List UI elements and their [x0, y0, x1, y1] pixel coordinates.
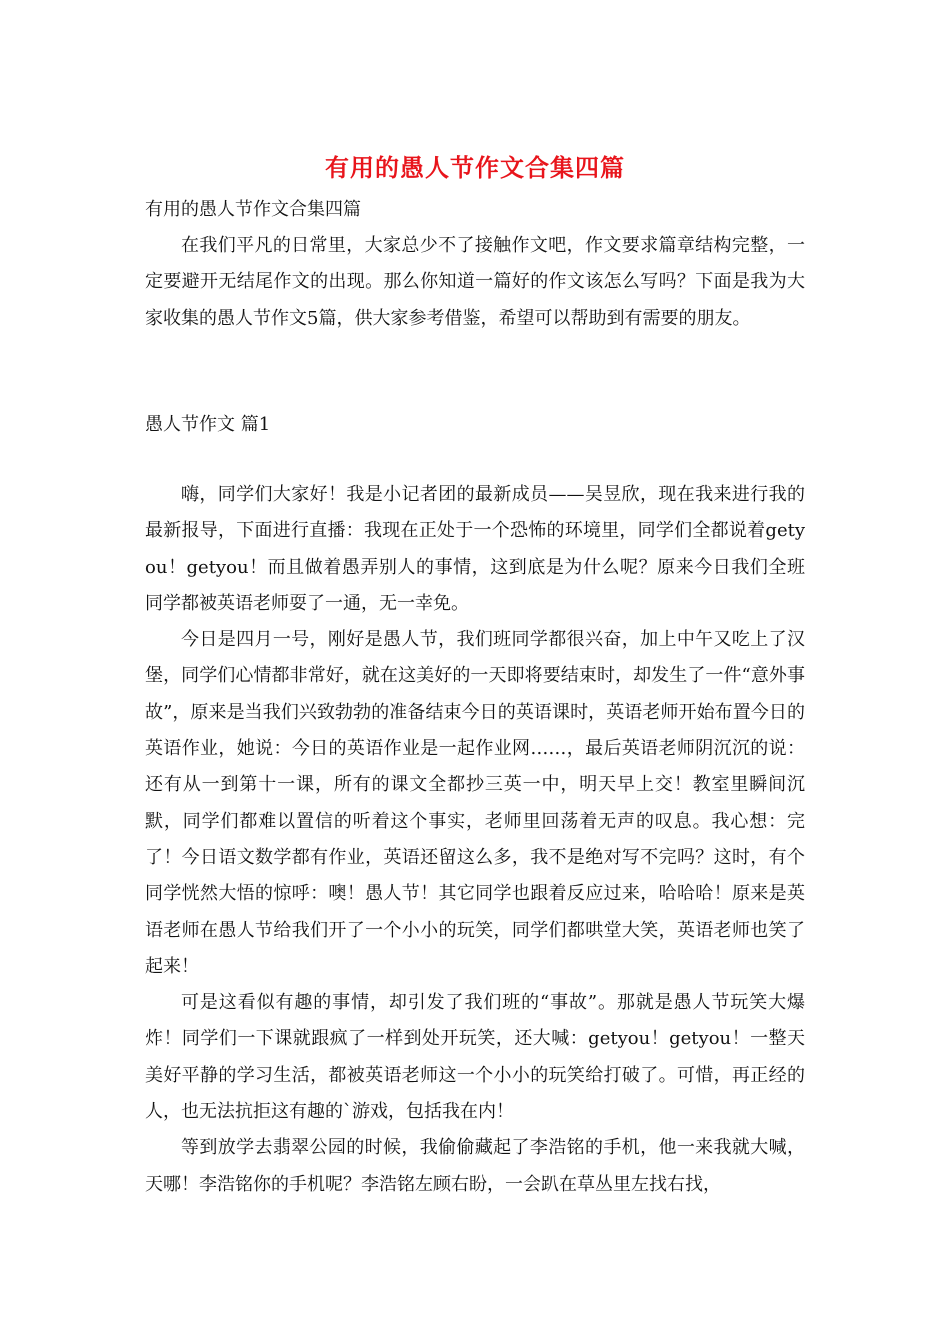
essay-body	[145, 477, 805, 1203]
document-title: 有用的愚人节作文合集四篇	[325, 153, 625, 182]
intro-paragraph: 在我们平凡的日常里，大家总少不了接触作文吧，作文要求篇章结构完整，一定要避开无结尾作文的出现。那么你知道一篇好的作文该怎么写吗？下面是我为大家收集的愚人节作文5篇，供大家参考借鉴，希望可以帮助到有需要的朋友。	[145, 235, 805, 329]
essay-paragraph: 嗨，同学们大家好！我是小记者团的最新成员——吴昱欣，现在我来进行我的最新报导，下面进行直播：我现在正处于一个恐怖的环境里，同学们全都说着getyou！getyou！而且做着愚弄别人的事情，这到底是为什么呢？原来今日我们全班同学都被英语老师耍了一通，无一幸免。	[145, 484, 805, 614]
section-heading: 愚人节作文 篇1	[145, 414, 271, 435]
essay-paragraph: 等到放学去翡翠公园的时候，我偷偷藏起了李浩铭的手机，他一来我就大喊，天哪！李浩铭你的手机呢？李浩铭左顾右盼，一会趴在草丛里左找右找，	[145, 1137, 805, 1195]
essay-paragraph: 今日是四月一号，刚好是愚人节，我们班同学都很兴奋，加上中午又吃上了汉堡，同学们心情都非常好，就在这美好的一天即将要结束时，却发生了一件“意外事故”，原来是当我们兴致勃勃的准备结束今日的英语课时，英语老师开始布置今日的英语作业，她说：今日的英语作业是一起作业网……，最后英语老师阴沉沉的说：还有从一到第十一课，所有的课文全都抄三英一中，明天早上交！教室里瞬间沉默，同学们都难以置信的听着这个事实，老师里回荡着无声的叹息。我心想：完了！今日语文数学都有作业，英语还留这么多，我不是绝对写不完吗？这时，有个同学恍然大悟的惊呼：噢！愚人节！其它同学也跟着反应过来，哈哈哈！原来是英语老师在愚人节给我们开了一个小小的玩笑，同学们都哄堂大笑，英语老师也笑了起来！	[145, 629, 805, 977]
essay-paragraph: 可是这看似有趣的事情，却引发了我们班的“事故”。那就是愚人节玩笑大爆炸！同学们一下课就跟疯了一样到处开玩笑，还大喊：getyou！getyou！一整天美好平静的学习生活，都被英语老师这一个小小的玩笑给打破了。可惜，再正经的人，也无法抗拒这有趣的`游戏，包括我在内！	[145, 992, 805, 1123]
intro-block	[145, 228, 805, 337]
document-subtitle: 有用的愚人节作文合集四篇	[145, 199, 361, 220]
